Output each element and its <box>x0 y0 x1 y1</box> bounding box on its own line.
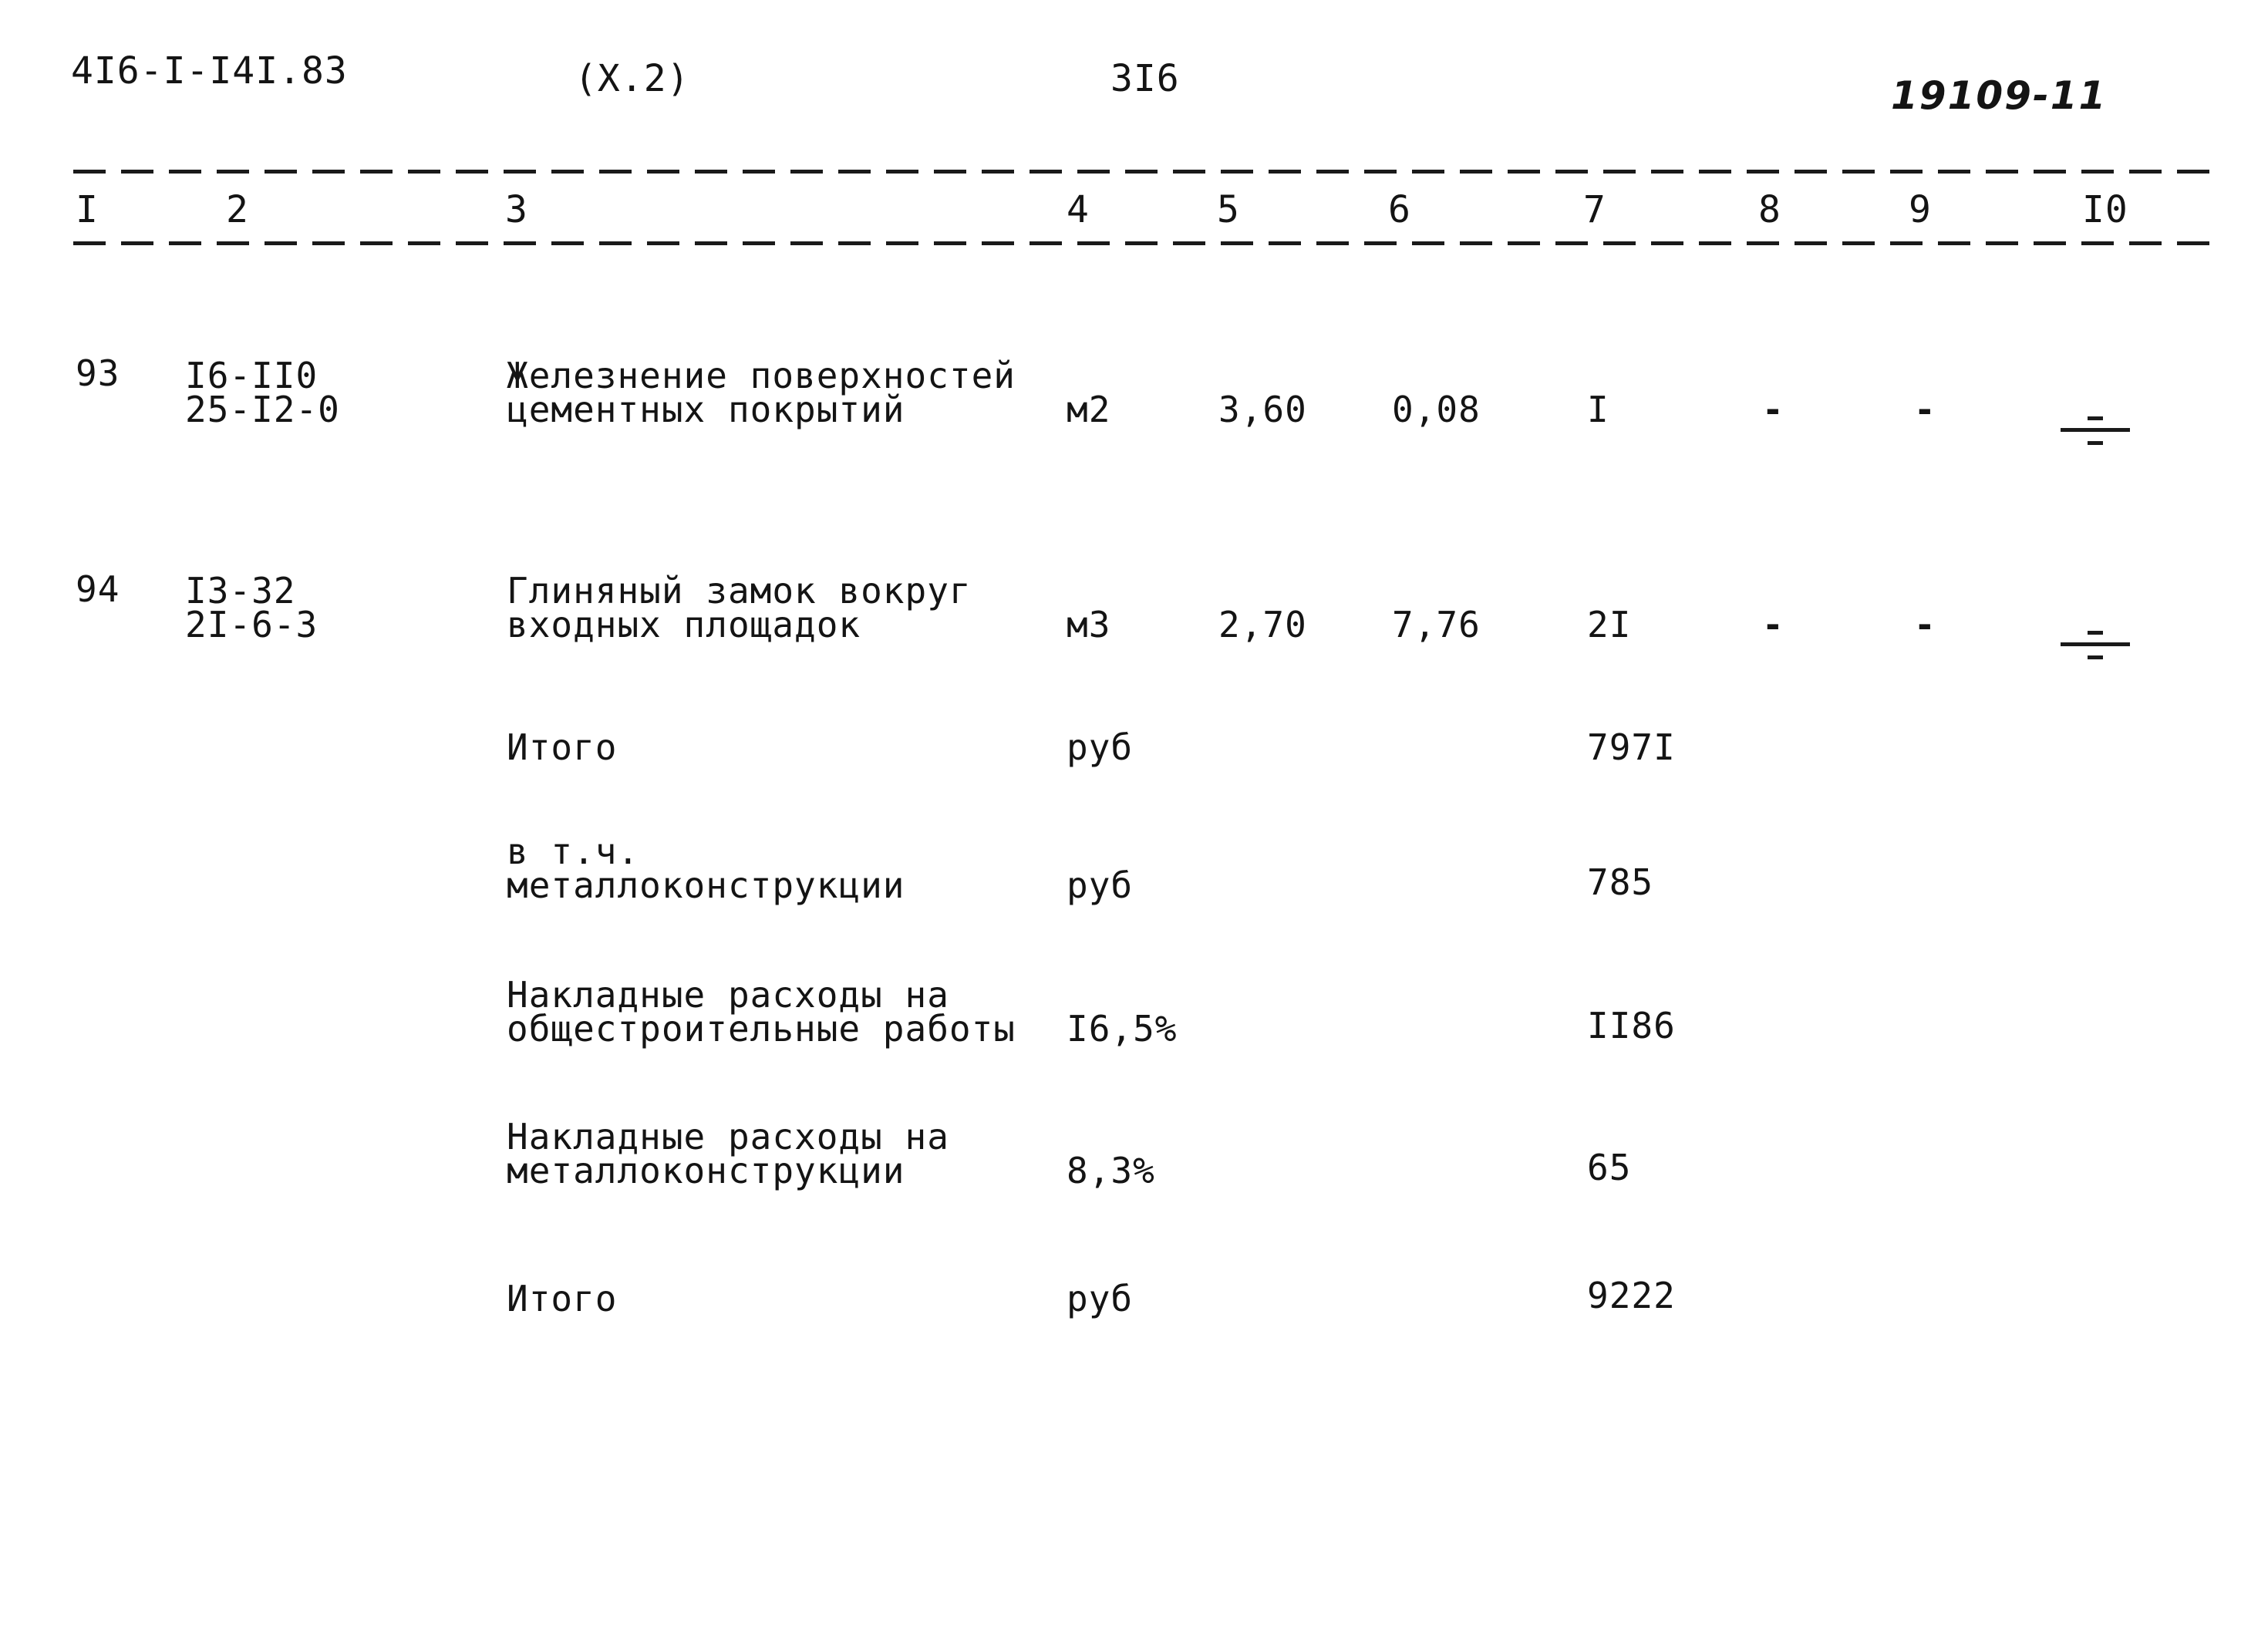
column-header-6: 6 <box>1388 188 1411 231</box>
empty-dash: - <box>1762 604 1784 645</box>
empty-dash: - <box>1914 389 1936 430</box>
unit-cost: 7,76 <box>1392 604 1481 645</box>
summary-label: Накладные расходы на <box>507 1116 949 1158</box>
empty-dash: - <box>1762 389 1784 430</box>
column-header-3: 3 <box>505 188 528 231</box>
summary-value: 797I <box>1587 726 1676 768</box>
column-header-8: 8 <box>1758 188 1781 231</box>
summary-unit: I6,5% <box>1067 1008 1178 1050</box>
summary-label: в т.ч. <box>507 831 640 872</box>
header-bottom-rule <box>73 241 2225 245</box>
work-description: входных площадок <box>507 604 861 645</box>
division-sign-icon <box>2061 625 2130 663</box>
quantity: 2,70 <box>1218 604 1307 645</box>
column-header-5: 5 <box>1217 188 1240 231</box>
summary-unit: руб <box>1067 726 1134 768</box>
summary-label: металлоконструкции <box>507 864 905 906</box>
row-number: 94 <box>76 568 120 610</box>
handwritten-number: 19109-11 <box>1891 73 2108 118</box>
summary-label: Накладные расходы на <box>507 974 949 1016</box>
summary-unit: руб <box>1067 864 1134 906</box>
summary-label: металлоконструкции <box>507 1150 905 1191</box>
total-cost: 2I <box>1587 604 1632 645</box>
summary-value: 9222 <box>1587 1275 1676 1316</box>
summary-value: 65 <box>1587 1147 1632 1188</box>
unit: м3 <box>1067 604 1111 645</box>
section-label: (X.2) <box>575 57 690 100</box>
page-number: 3I6 <box>1110 57 1180 100</box>
norm-code: 2I-6-3 <box>185 604 318 645</box>
summary-value: 785 <box>1587 861 1654 903</box>
document-code: 4I6-I-I4I.83 <box>71 49 348 93</box>
work-description: цементных покрытий <box>507 389 905 430</box>
column-header-7: 7 <box>1583 188 1606 231</box>
unit-cost: 0,08 <box>1392 389 1481 430</box>
summary-value: II86 <box>1587 1005 1676 1046</box>
row-number: 93 <box>76 352 120 394</box>
quantity: 3,60 <box>1218 389 1307 430</box>
column-header-1: I <box>76 188 99 231</box>
work-description: Железнение поверхностей <box>507 355 1016 396</box>
unit: м2 <box>1067 389 1111 430</box>
norm-code: I6-II0 <box>185 355 318 396</box>
summary-unit: руб <box>1067 1278 1134 1319</box>
summary-label: Итого <box>507 1278 618 1319</box>
division-sign-icon <box>2061 410 2130 449</box>
empty-dash: - <box>1914 604 1936 645</box>
summary-label: общестроительные работы <box>507 1008 1016 1050</box>
column-header-10: I0 <box>2082 188 2128 231</box>
work-description: Глиняный замок вокруг <box>507 570 972 612</box>
norm-code: I3-32 <box>185 570 296 612</box>
column-header-9: 9 <box>1909 188 1932 231</box>
header-top-rule <box>73 170 2225 174</box>
total-cost: I <box>1587 389 1609 430</box>
column-header-2: 2 <box>226 188 249 231</box>
norm-code: 25-I2-0 <box>185 389 340 430</box>
summary-unit: 8,3% <box>1067 1150 1155 1191</box>
column-header-4: 4 <box>1067 188 1090 231</box>
summary-label: Итого <box>507 726 618 768</box>
